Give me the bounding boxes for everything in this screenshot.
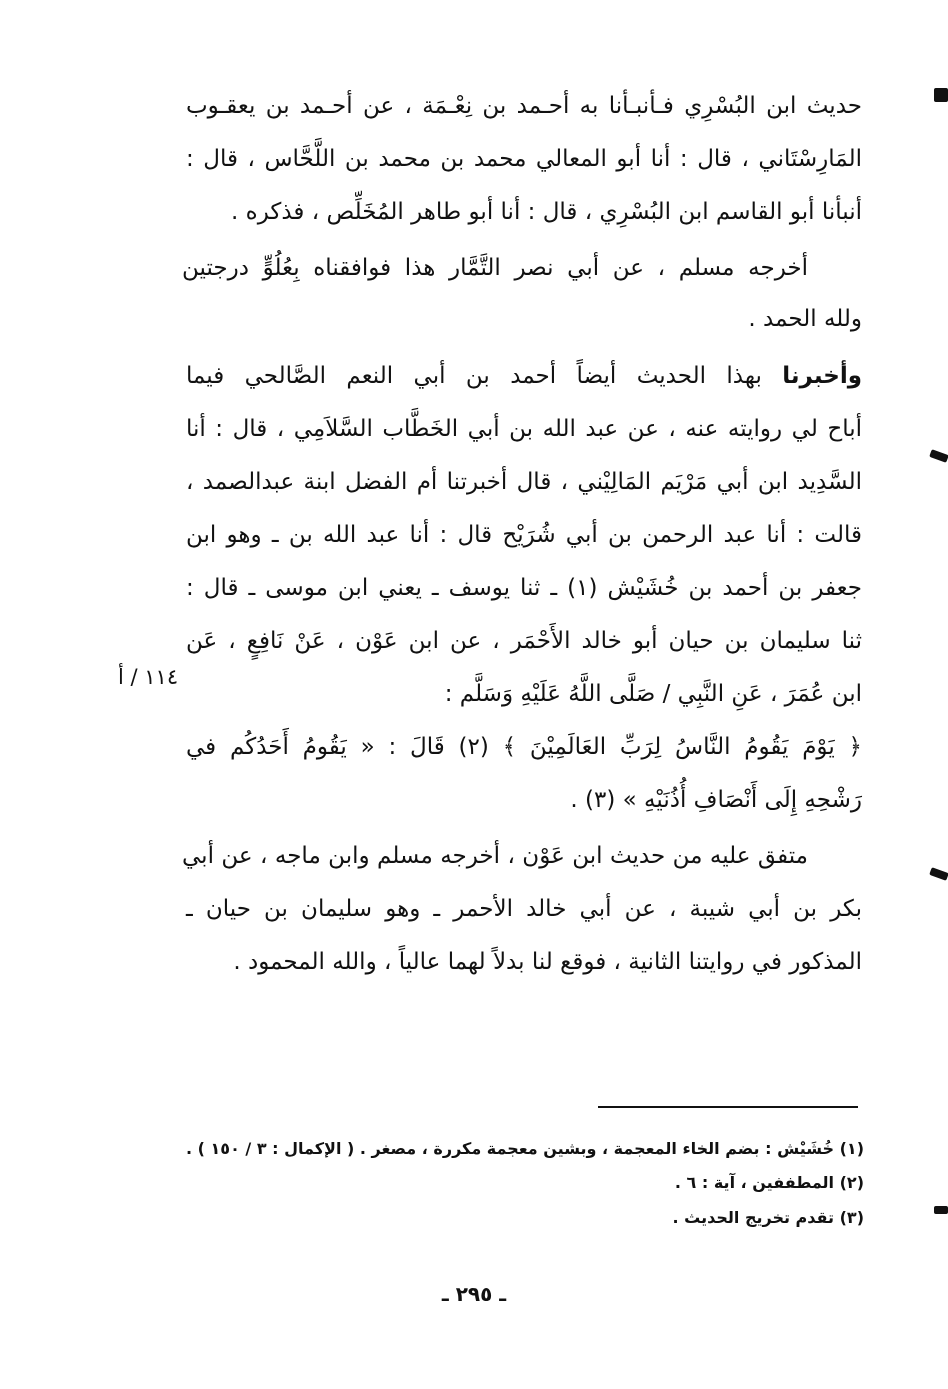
- text-line-6-rest: بهذا الحديث أيضاً أحمد بن أبي النعم الصَّالحي فيما: [186, 363, 762, 389]
- text-line-15: متفق عليه من حديث ابن عَوْن ، أخرجه مسلم وابن ماجه ، عن أبي: [182, 843, 808, 869]
- text-line-4: أخرجه مسلم ، عن أبي نصر التَّمَّار هذا فوافقناه بِعُلُوٍّ درجتين: [182, 255, 808, 281]
- scan-edge-mark-2: [929, 449, 948, 463]
- text-line-17: المذكور في روايتنا الثانية ، فوقع لنا بدلاً لهما عالياً ، والله المحمود .: [233, 949, 862, 975]
- text-line-7: أباح لي روايته عنه ، عن عبد الله بن أبي الخَطَّاب السَّلاَمِي ، قال : أنا: [186, 416, 862, 442]
- text-line-1: حديث ابن البُسْرِي فـأنبـأنا به أحـمد بن نِعْـمَة ، عن أحـمد بن يعقـوب: [186, 93, 862, 119]
- text-line-8: السَّدِيد ابن أبي مَرْيَم المَالِيْني ، قال أخبرتنا أم الفضل ابنة عبدالصمد ،: [186, 469, 862, 495]
- footnote-1: (١) خُشَيْش : بضم الخاء المعجمة ، وبشين معجمة مكررة ، مصغر . ( الإكمال : ٣ / ١٥٠ ) .: [186, 1139, 864, 1158]
- text-line-5: ولله الحمد .: [748, 306, 862, 332]
- footnote-divider: [598, 1106, 858, 1108]
- text-line-11: ثنا سليمان بن حيان أبو خالد الأَحْمَر ، عن ابن عَوْن ، عَنْ نَافِعٍ ، عَن: [186, 628, 862, 654]
- margin-folio-note: ١١٤ / أ: [118, 665, 179, 689]
- footnote-2: (٢) المطففين ، آية : ٦ .: [674, 1173, 864, 1192]
- text-line-16: بكر بن أبي شيبة ، عن أبي خالد الأحمر ـ وهو سليمان بن حيان ـ: [186, 896, 862, 922]
- scan-edge-mark-1: [934, 88, 948, 102]
- footnotes: [186, 1134, 864, 1234]
- text-line-2: المَارِسْتَاني ، قال : أنا أبو المعالي محمد بن محمد بن اللَّحَّاس ، قال :: [186, 146, 862, 172]
- text-line-13: ﴿ يَوْمَ يَقُومُ النَّاسُ لِرَبِّ العَالَمِيْنَ ﴾ (٢) قَالَ : « يَقُومُ أَحَدُكُم في: [186, 734, 862, 760]
- page-number: ـ ٢٩٥ ـ: [441, 1282, 507, 1306]
- scan-edge-mark-3: [929, 867, 948, 881]
- text-line-12: ابن عُمَرَ ، عَنِ النَّبِي / صَلَّى اللَّهُ عَلَيْهِ وَسَلَّم :: [444, 681, 862, 707]
- text-line-9: قالت : أنا عبد الرحمن بن أبي شُرَيْح قال : أنا عبد الله بن ـ وهو ابن: [186, 522, 862, 548]
- scan-edge-mark-4: [934, 1206, 948, 1214]
- text-line-10: جعفر بن أحمد بن خُشَيْش (١) ـ ثنا يوسف ـ يعني ابن موسى ـ قال :: [186, 575, 862, 601]
- text-line-14: رَشْحِهِ إِلَى أَنْصَافِ أُذُنَيْهِ » (٣) .: [570, 787, 862, 813]
- footnote-3: (٣) تقدم تخريج الحديث .: [672, 1208, 864, 1227]
- text-line-6: [186, 350, 862, 402]
- text-line-3: أنبأنا أبو القاسم ابن البُسْرِي ، قال : أنا أبو طاهر المُخَلِّص ، فذكره .: [231, 199, 862, 225]
- lead-word: وأخبرنا: [782, 363, 863, 389]
- main-text: [182, 80, 863, 980]
